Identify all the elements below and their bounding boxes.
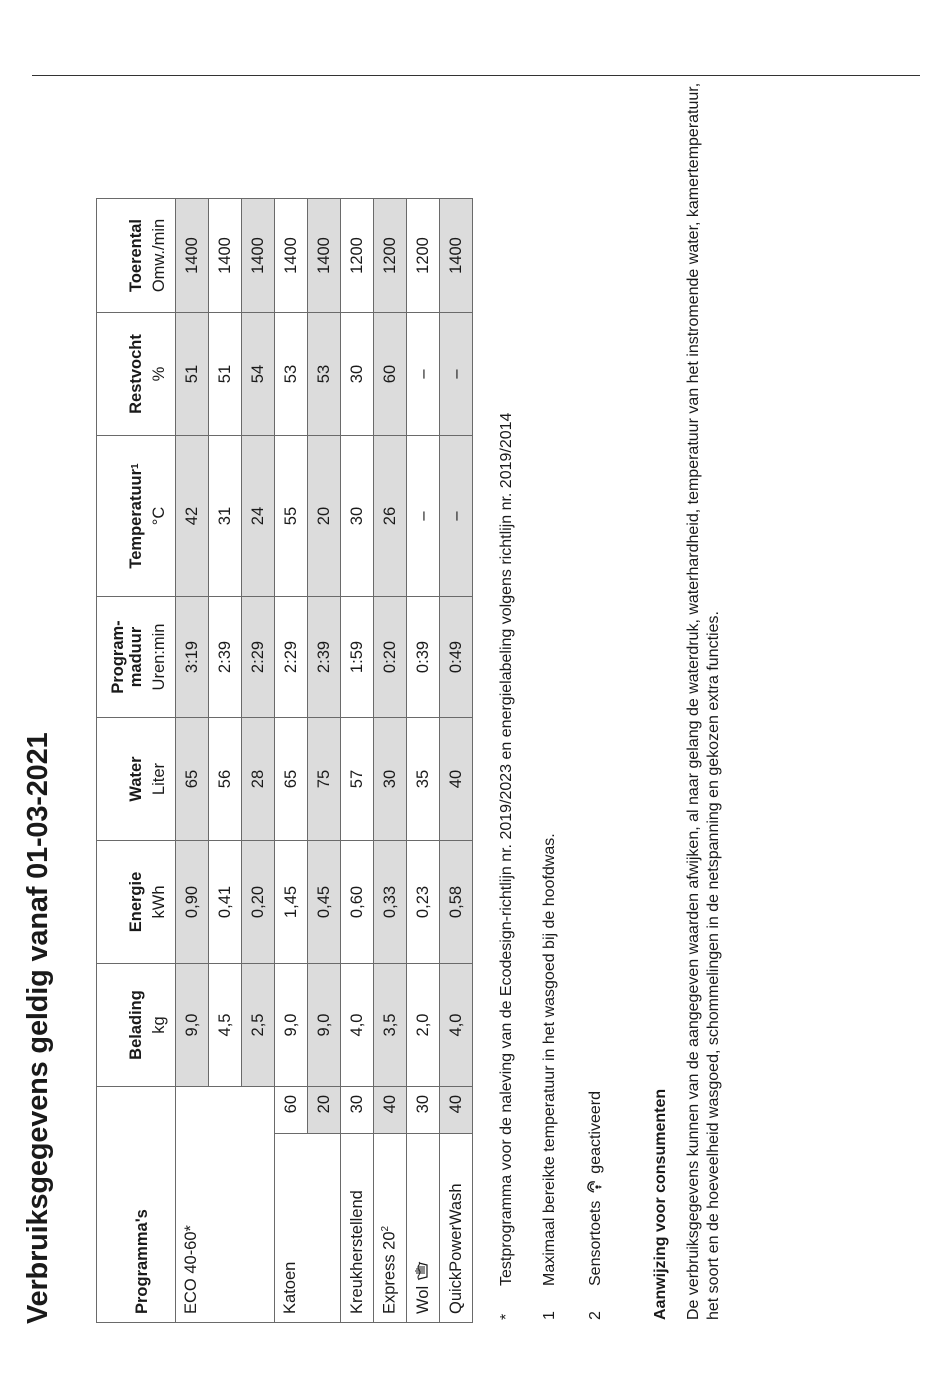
load-value: 2,5 <box>242 964 275 1087</box>
program-name: Wol <box>407 1134 440 1323</box>
spin-value: 1400 <box>176 199 209 313</box>
water-value: 35 <box>407 718 440 841</box>
temperature-value: 42 <box>176 436 209 597</box>
program-temperature: 20 <box>308 1087 341 1134</box>
duration-value: 2:39 <box>209 597 242 718</box>
energy-value: 0,60 <box>341 841 374 964</box>
spin-value: 1200 <box>407 199 440 313</box>
water-value: 57 <box>341 718 374 841</box>
moisture-value: 60 <box>374 313 407 436</box>
program-name: Katoen <box>275 1134 341 1323</box>
temperature-value: 26 <box>374 436 407 597</box>
water-value: 65 <box>275 718 308 841</box>
duration-value: 2:39 <box>308 597 341 718</box>
consumer-notice-text: De verbruiksgegevens kunnen van de aangegeven waarden afwijken, al naar gelang de waterdruk, waterhardheid, temperatuur van het instromende water, kamertemperatuur, het soort en de hoeveelheid wasgoed, schommelingen in de netspanning en gekozen extra functies. <box>685 82 722 1320</box>
header-moisture: Restvocht % <box>97 313 176 436</box>
load-value: 3,5 <box>374 964 407 1087</box>
duration-value: 2:29 <box>275 597 308 718</box>
temperature-value: – <box>407 436 440 597</box>
water-value: 40 <box>440 718 473 841</box>
table-row <box>407 199 440 1323</box>
program-name: Express $20^2$ <box>374 1134 407 1323</box>
table-row <box>374 199 407 1323</box>
header-temperature: Temperatuur 1 °C <box>97 436 176 597</box>
duration-value: 0:39 <box>407 597 440 718</box>
program-footnote-mark: 2 <box>380 1225 392 1232</box>
table-header-row <box>97 199 176 1323</box>
temperature-value: 55 <box>275 436 308 597</box>
footnote-text: Testprogramma voor de naleving van de Ecodesign-richtlijn nr. 2019/2023 en energielabeling volgens richtlijn nr. 2019/2014 <box>498 412 515 1286</box>
table-row <box>176 199 209 1323</box>
temperature-value: 31 <box>209 436 242 597</box>
header-spin: Toerental Omw./min <box>97 199 176 313</box>
spin-value: 1200 <box>341 199 374 313</box>
sensor-touch-icon <box>584 1178 608 1196</box>
table-row <box>275 199 308 1323</box>
header-water: Water Liter <box>97 718 176 841</box>
temperature-value: 20 <box>308 436 341 597</box>
program-name: ECO 40-60* <box>176 1087 275 1323</box>
footnote-mark: 1 <box>541 1311 558 1320</box>
spin-value: 1400 <box>275 199 308 313</box>
energy-value: 0,23 <box>407 841 440 964</box>
spin-value: 1400 <box>308 199 341 313</box>
temperature-value: 30 <box>341 436 374 597</box>
table-row <box>341 199 374 1323</box>
page-title: Verbruiksgegevens geldig vanaf 01-03-2021 <box>22 732 54 1324</box>
water-value: 56 <box>209 718 242 841</box>
spin-value: 1200 <box>374 199 407 313</box>
program-temperature: 30 <box>407 1087 440 1134</box>
load-value: 4,0 <box>440 964 473 1087</box>
footnote-text-before: Sensortoets <box>587 1200 605 1286</box>
spin-value: 1400 <box>242 199 275 313</box>
moisture-value: – <box>407 313 440 436</box>
footnote-sensor <box>584 1091 608 1320</box>
water-value: 75 <box>308 718 341 841</box>
header-load: Belading kg <box>97 964 176 1087</box>
program-temperature: 40 <box>374 1087 407 1134</box>
program-temperature: 40 <box>440 1087 473 1134</box>
moisture-value: 54 <box>242 313 275 436</box>
load-value: 4,0 <box>341 964 374 1087</box>
footnote-max-temperature <box>540 833 560 1320</box>
program-name: Kreukherstellend <box>341 1134 374 1323</box>
moisture-value: 53 <box>308 313 341 436</box>
consumer-notice-title: Aanwijzing voor consumenten <box>652 1088 669 1320</box>
wool-hand-wash-icon <box>413 1261 434 1281</box>
moisture-value: – <box>440 313 473 436</box>
load-value: 4,5 <box>209 964 242 1087</box>
duration-value: 0:49 <box>440 597 473 718</box>
program-temperature: 30 <box>341 1087 374 1134</box>
program-name: QuickPowerWash <box>440 1134 473 1323</box>
energy-value: 1,45 <box>275 841 308 964</box>
temperature-value: 24 <box>242 436 275 597</box>
water-value: 65 <box>176 718 209 841</box>
program-temperature: 60 <box>275 1087 308 1134</box>
energy-value: 0,90 <box>176 841 209 964</box>
temperature-value: – <box>440 436 473 597</box>
duration-value: 2:29 <box>242 597 275 718</box>
moisture-value: 30 <box>341 313 374 436</box>
water-value: 30 <box>374 718 407 841</box>
energy-value: 0,41 <box>209 841 242 964</box>
duration-value: 0:20 <box>374 597 407 718</box>
load-value: 9,0 <box>308 964 341 1087</box>
footnote-text: Maximaal bereikte temperatuur in het wasgoed bij de hoofdwas. <box>541 833 558 1286</box>
spin-value: 1400 <box>440 199 473 313</box>
duration-value: 3:19 <box>176 597 209 718</box>
spin-value: 1400 <box>209 199 242 313</box>
load-value: 2,0 <box>407 964 440 1087</box>
footnote-ecodesign <box>497 413 517 1320</box>
energy-value: 0,58 <box>440 841 473 964</box>
consumption-table <box>96 198 473 1323</box>
footnote-mark: * <box>498 1313 515 1320</box>
load-value: 9,0 <box>275 964 308 1087</box>
duration-value: 1:59 <box>341 597 374 718</box>
table-row <box>440 199 473 1323</box>
moisture-value: 51 <box>209 313 242 436</box>
water-value: 28 <box>242 718 275 841</box>
load-value: 9,0 <box>176 964 209 1087</box>
energy-value: 0,45 <box>308 841 341 964</box>
energy-value: 0,20 <box>242 841 275 964</box>
footnote-text-after: geactiveerd <box>587 1090 605 1174</box>
header-duration: Program- maduur Uren:min <box>97 597 176 718</box>
energy-value: 0,33 <box>374 841 407 964</box>
moisture-value: 53 <box>275 313 308 436</box>
moisture-value: 51 <box>176 313 209 436</box>
footnote-mark: 2 <box>587 1311 605 1320</box>
header-energy: Energie kWh <box>97 841 176 964</box>
header-program: Programma's <box>97 1087 176 1323</box>
